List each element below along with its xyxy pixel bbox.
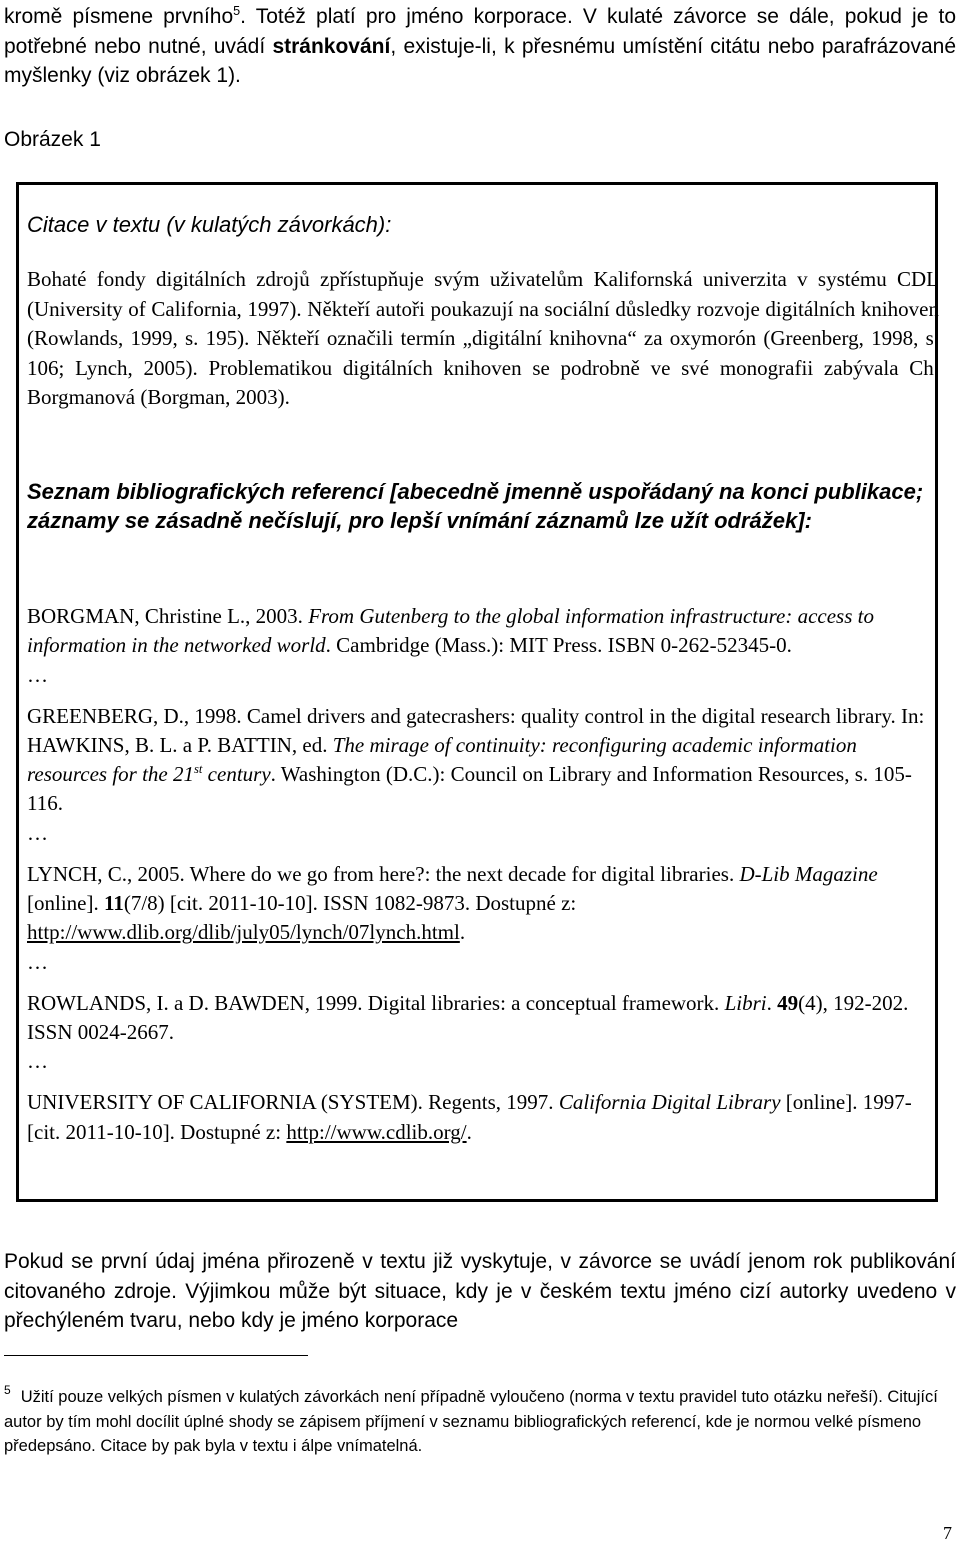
intro-text [4,2,956,91]
ref-text: [online]. 1997- [cit. 2011-10-10]. Dostupné z: [27,1090,912,1144]
ref-text: BORGMAN, Christine L., 2003. [27,604,309,628]
figure-box [16,182,938,1202]
ellipsis: … [27,662,48,687]
reference-list [27,602,939,1147]
ref-title: From Gutenberg to the global information infrastructure: access to information in the networked world [27,604,874,658]
ref-volume: 49 [777,990,799,1015]
reference-rowlands [27,989,939,1048]
ref-url-link[interactable]: http://www.cdlib.org/ [286,1119,467,1144]
ref-text: LYNCH, C., 2005. Where do we go from here?: the next decade for digital libraries. [27,861,740,886]
ref-text: . [459,920,466,945]
page-number: 7 [943,1523,952,1543]
ellipsis: … [27,820,48,845]
reference-lynch [27,860,939,948]
footnote [4,1378,956,1459]
intro-text-part: , existuje-li, k přesnému umístění citátu nebo parafrázované myšlenky (viz obrázek 1). [4,34,956,87]
ref-text: . [466,1119,472,1144]
outro-paragraph [4,1247,956,1336]
in-text-citation-example [27,265,939,413]
ref-text: . Cambridge (Mass.): MIT Press. ISBN 0-262-52345-0. [325,633,792,658]
ellipsis: … [27,1049,48,1074]
outro-text: Pokud se první údaj jména přirozeně v textu již vyskytuje, v závorce se uvádí jenom rok publikování citovaného zdroje. Výjimkou může být situace, kdy je v českém textu jméno cizí autorky uvedeno v přechýleném tvaru, nebo kdy je jméno korporace [4,1250,956,1332]
ref-text: (7/8) [cit. 2011-10-10]. ISSN 1082-9873. Dostupné z: [123,891,577,916]
example-paragraph: Bohaté fondy digitálních zdrojů zpřístupňuje svým uživatelům Kalifornská univerzita v systému CDL (University of California, 1997). Někteří autoři poukazují na sociální důsledky rozvoje digitálních knihoven (Rowlands, 1999, s. 195). Někteří označili termín „digitální knihovna“ za oxymorón (Greenberg, 1998, s. 106; Lynch, 2005). Problematikou digitálních knihoven se podrobně ve své monografii zabývala Ch. Borgmanová (Borgman, 2003). [27,267,939,410]
ref-title-sup: st [194,762,203,777]
footnote-body: Užití pouze velkých písmen v kulatých závorkách není případně vyloučeno (norma v textu pravidel tuto otázku neřeší). Citující autor by tím mohl docílit úplné shody se zápisem příjmení v seznamu bibliografických referencí, kde je normou velké písmeno předepsáno. Citace by pak byla v textu i álpe vnímatelná. [4,1388,938,1456]
ref-title-text: century [202,762,271,787]
ref-title: D-Lib Magazine [739,861,878,886]
reference-borgman [27,602,939,661]
footnote-text [4,1378,956,1459]
ref-title-text: The mirage of continuity: reconfiguring academic information resources for the 21 [27,732,857,787]
ref-title: Libri [724,990,767,1015]
intro-bold-term: stránkování [272,34,391,58]
footnote-mark: 5 [4,1383,11,1397]
footnote-reference[interactable]: 5 [233,4,241,18]
ref-text: GREENBERG, D., 1998. Camel drivers and gatecrashers: quality control in the digital research library. In: HAWKINS, B. L. a P. BATTIN, ed. [27,703,925,757]
ref-text: . [766,990,778,1015]
intro-text-part: kromě písmene prvního [4,5,234,28]
ref-volume: 11 [103,891,124,916]
footnote-divider [4,1355,308,1356]
ref-text: ROWLANDS, I. a D. BAWDEN, 1999. Digital libraries: a conceptual framework. [27,990,725,1015]
ref-text: . Washington (D.C.): Council on Library and Information Resources, s. 105-116. [27,762,912,816]
figure-label: Obrázek 1 [4,128,101,151]
intro-paragraph [4,2,956,91]
reference-greenberg [27,702,939,819]
reference-university-of-california [27,1088,939,1147]
ellipsis: … [27,949,48,974]
ref-url-link[interactable]: http://www.dlib.org/dlib/july05/lynch/07lynch.html [27,920,460,945]
intro-text-part: . Totéž platí pro jméno korporace. V kulaté závorce se dále, pokud je to potřebné nebo nutné, uvádí [4,5,956,58]
ref-title: California Digital Library [558,1090,781,1115]
ref-text: [online]. [27,891,104,916]
ref-text: (4), 192-202. ISSN 0024-2667. [27,990,909,1044]
ref-text: UNIVERSITY OF CALIFORNIA (SYSTEM). Regents, 1997. [27,1090,559,1115]
in-text-citation-heading: Citace v textu (v kulatých závorkách): [27,212,392,237]
bibliography-heading: Seznam bibliografických referencí [abecedně jmenně uspořádaný na konci publikace; záznamy se zásadně nečíslují, pro lepší vnímání záznamů lze užít odrážek]: [27,479,924,533]
